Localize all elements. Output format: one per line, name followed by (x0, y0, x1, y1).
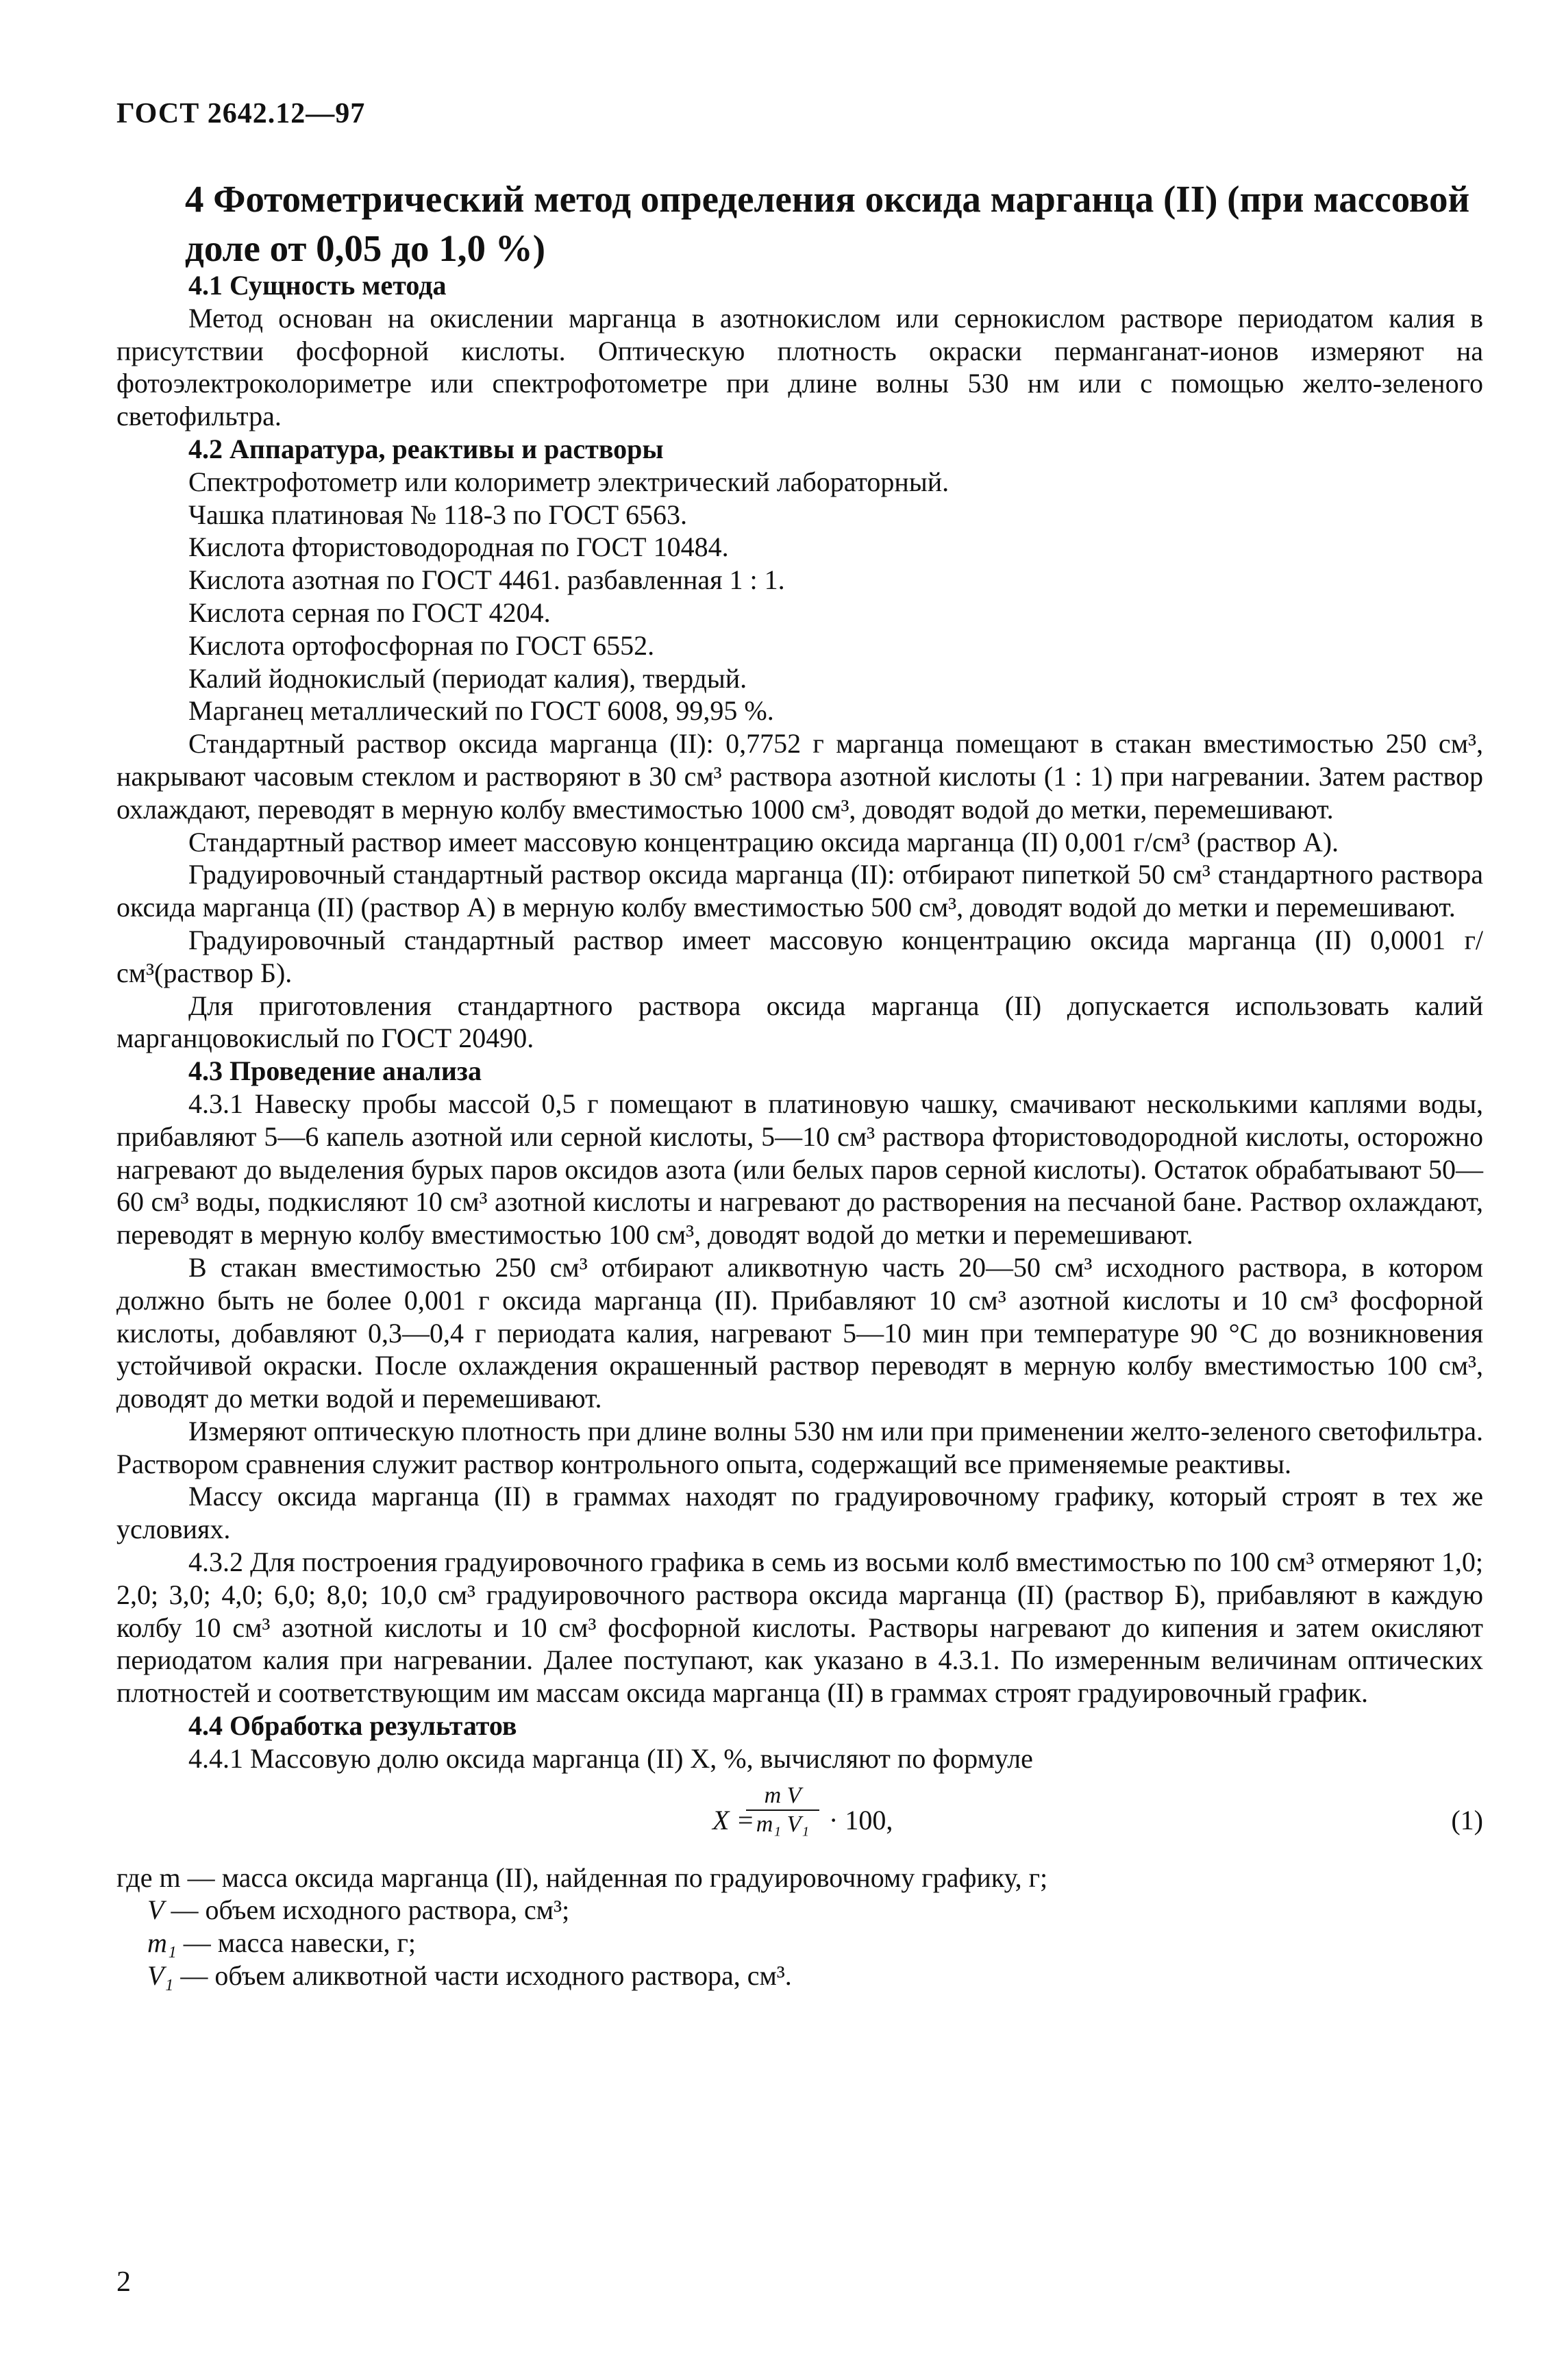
equipment-item: Спектрофотометр или колориметр электрический лабораторный. (188, 466, 949, 497)
where-definition: — масса оксида марганца (II), найденная по градуировочному графику, г; (187, 1862, 1048, 1893)
equipment-item: Кислота фтористоводородная по ГОСТ 10484. (188, 531, 729, 563)
formula-number: (1) (1451, 1804, 1483, 1836)
page-number: 2 (116, 2266, 131, 2298)
where-item (116, 1959, 1483, 1992)
calibration-solution-paragraph: Градуировочный стандартный раствор оксида марганца (II): отбирают пипеткой 50 см³ стандартного раствора оксида марганца (II) (раствор А) в мерную колбу вместимостью 500 см³, доводят водой до метки и перемешивают. (116, 859, 1483, 923)
where-item (116, 1862, 1483, 1894)
section-4-3-heading: 4.3 Проведение анализа (188, 1055, 482, 1087)
where-definition: — объем аликвотной части исходного раствора, см³. (180, 1960, 792, 1992)
equipment-item: Чашка платиновая № 118-3 по ГОСТ 6563. (188, 499, 688, 530)
calculation-intro: 4.4.1 Массовую долю оксида марганца (II) X, %, вычисляют по формуле (188, 1742, 1033, 1774)
standard-solution-paragraph: Стандартный раствор оксида марганца (II): 0,7752 г марганца помещают в стакан вместимостью 250 см³, накрывают часовым стеклом и растворяют в 30 см³ раствора азотной кислоты (1 : 1) при нагревании. Затем раствор охлаждают, переводят в мерную колбу вместимостью 1000 см³, доводят водой до метки, перемешивают. (116, 728, 1483, 825)
equipment-item: Кислота азотная по ГОСТ 4461. разбавленная 1 : 1. (188, 564, 785, 596)
procedure-mass-lookup: Массу оксида марганца (II) в граммах находят по градуировочному графику, который строят в тех же условиях. (116, 1481, 1483, 1545)
procedure-aliquot: В стакан вместимостью 250 см³ отбирают аликвотную часть 20—50 см³ исходного раствора, в котором должно быть не более 0,001 г оксида марганца (II). Прибавляют 10 см³ азотной кислоты и 10 см³ фосфорной кислоты, добавляют 0,3—0,4 г периодата калия, нагревают 5—10 мин при температуре 90 °С до возникновения устойчивой окраски. После охлаждения окрашенный раствор переводят в мерную колбу вместимостью 100 см³, доводят до метки водой и перемешивают. (116, 1251, 1483, 1414)
where-item (116, 1927, 1483, 1959)
where-symbol: V₁ (147, 1960, 174, 1992)
section-4-1-text: Метод основан на окислении марганца в азотнокислом или сернокислом растворе периодатом калия в присутствии фосфорной кислоты. Оптическую плотность окраски перманганат-ионов измеряют на фотоэлектроколориметре или спектрофотометре при длине волны 530 нм или с помощью желто-зеленого светофильтра. (116, 302, 1483, 432)
formula-denominator: m₁ V₁ (756, 1811, 810, 1837)
formula-block (116, 1782, 1483, 1857)
where-symbol: где m (116, 1862, 181, 1893)
equipment-item: Кислота серная по ГОСТ 4204. (188, 597, 551, 628)
equipment-item: Калий йоднокислый (периодат калия), твердый. (188, 662, 747, 694)
where-symbol: V (147, 1894, 164, 1926)
formula-lhs: X = (712, 1804, 755, 1836)
formula-fraction (743, 1782, 822, 1838)
formula-tail: · 100, (829, 1804, 893, 1836)
equipment-item: Марганец металлический по ГОСТ 6008, 99,95 %. (188, 695, 774, 727)
document-header: ГОСТ 2642.12—97 (116, 98, 366, 129)
permanganate-alternative: Для приготовления стандартного раствора оксида марганца (II) допускается использовать калий марганцовокислый по ГОСТ 20490. (116, 990, 1483, 1054)
where-symbol: m₁ (147, 1927, 177, 1959)
where-definition: — объем исходного раствора, см³; (171, 1894, 570, 1926)
where-definition: — масса навески, г; (183, 1927, 417, 1959)
procedure-4-3-1: 4.3.1 Навеску пробы массой 0,5 г помещают в платиновую чашку, смачивают несколькими каплями воды, прибавляют 5—6 капель азотной или серной кислоты, 5—10 см³ раствора фтористоводородной кислоты, осторожно нагревают до выделения бурых паров оксидов азота (или белых паров серной кислоты). Остаток обрабатывают 50—60 см³ воды, подкисляют 10 см³ азотной кислоты и нагревают до растворения на песчаной бане. Раствор охлаждают, переводят в мерную колбу вместимостью 100 см³, доводят водой до метки и перемешивают. (116, 1088, 1483, 1251)
standard-solution-concentration: Стандартный раствор имеет массовую концентрацию оксида марганца (II) 0,001 г/см³ (раствор А). (188, 826, 1339, 857)
section-4-title: 4 Фотометрический метод определения оксида марганца (II) (при массовой доле от 0,05 до 1,0 %) (185, 178, 1470, 269)
procedure-4-3-2: 4.3.2 Для построения градуировочного графика в семь из восьми колб вместимостью по 100 см³ отмеряют 1,0; 2,0; 3,0; 4,0; 6,0; 8,0; 10,0 см³ градуировочного раствора оксида марганца (II) (раствор Б), прибавляют в каждую колбу 10 см³ азотной кислоты и 10 см³ фосфорной кислоты. Растворы нагревают до кипения и затем окисляют периодатом калия при нагревании. Далее поступают, как указано в 4.3.1. По измеренным величинам оптических плотностей и соответствующим им массам оксида марганца (II) в граммах строят градуировочный график. (116, 1546, 1483, 1709)
section-4-1-heading: 4.1 Сущность метода (188, 270, 447, 301)
calibration-solution-concentration: Градуировочный стандартный раствор имеет массовую концентрацию оксида марганца (II) 0,0001 г/см³(раствор Б). (116, 924, 1483, 988)
section-4-4-heading: 4.4 Обработка результатов (188, 1710, 517, 1742)
equipment-item: Кислота ортофосфорная по ГОСТ 6552. (188, 629, 655, 661)
where-item (116, 1894, 1483, 1927)
procedure-measurement: Измеряют оптическую плотность при длине волны 530 нм или при применении желто-зеленого светофильтра. Раствором сравнения служит раствор контрольного опыта, содержащий все применяемые реактивы. (116, 1415, 1483, 1479)
document-body (116, 269, 1483, 1992)
where-list (116, 1862, 1483, 1992)
section-4-2-heading: 4.2 Аппаратура, реактивы и растворы (188, 433, 664, 464)
formula-numerator: m V (764, 1782, 802, 1808)
